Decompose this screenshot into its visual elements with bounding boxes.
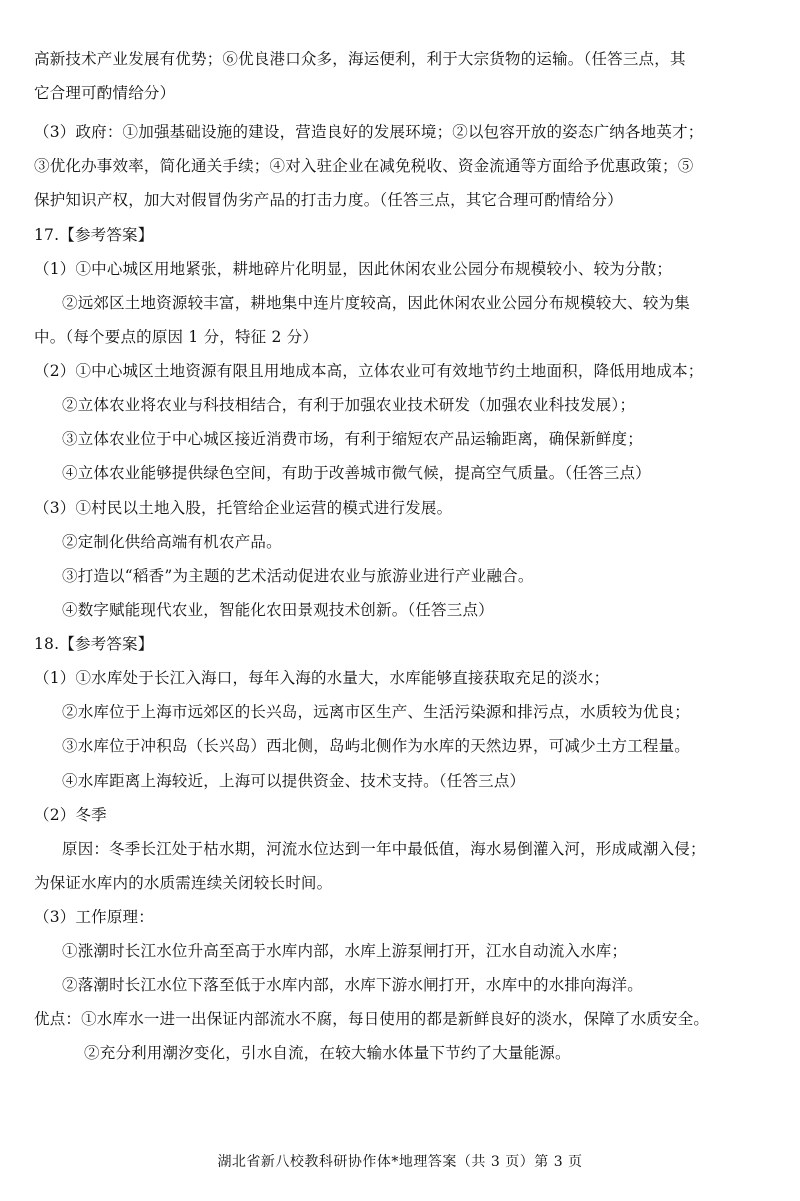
- text-line: 保护知识产权，加大对假冒伪劣产品的打击力度。（任答三点，其它合理可酌情给分）: [34, 191, 623, 209]
- section-heading-18: 18.【参考答案】: [34, 635, 154, 653]
- text-line: （3）工作原理：: [34, 908, 154, 926]
- text-line: ③水库位于冲积岛（长兴岛）西北侧，岛屿北侧作为水库的天然边界，可减少土方工程量。: [62, 737, 691, 755]
- text-line: ③打造以“稻香”为主题的艺术活动促进农业与旅游业进行产业融合。: [62, 567, 534, 585]
- text-line: ②远郊区土地资源较丰富，耕地集中连片度较高，因此休闲农业公园分布规模较大、较为集: [62, 294, 691, 312]
- text-line: ②充分利用潮汐变化，引水自流，在较大输水体量下节约了大量能源。: [84, 1044, 571, 1062]
- text-line: ④数字赋能现代农业，智能化农田景观技术创新。（任答三点）: [62, 601, 494, 619]
- text-line: （2）①中心城区土地资源有限且用地成本高，立体农业可有效地节约土地面积，降低用地成本；: [34, 362, 704, 380]
- text-line: ③立体农业位于中心城区接近消费市场，有利于缩短农产品运输距离，确保新鲜度；: [62, 430, 643, 448]
- text-line: （1）①水库处于长江入海口，每年入海的水量大，水库能够直接获取充足的淡水；: [34, 669, 610, 687]
- text-line: 为保证水库内的水质需连续关闭较长时间。: [34, 874, 333, 892]
- text-line: ④水库距离上海较近，上海可以提供资金、技术支持。（任答三点）: [62, 772, 526, 790]
- text-line: ④立体农业能够提供绿色空间，有助于改善城市微气候，提高空气质量。（任答三点）: [62, 464, 651, 482]
- text-line: 它合理可酌情给分）: [34, 84, 176, 102]
- text-line: （3）政府：①加强基础设施的建设，营造良好的发展环境；②以包容开放的姿态广纳各地英才；: [34, 123, 704, 141]
- text-line: 中。（每个要点的原因 1 分，特征 2 分）: [34, 328, 319, 346]
- text-line: ②水库位于上海市远郊区的长兴岛，远离市区生产、生活污染源和排污点，水质较为优良；: [62, 703, 691, 721]
- text-line: 优点：①水库水一进一出保证内部流水不腐，每日使用的都是新鲜良好的淡水，保障了水质安全。: [34, 1010, 710, 1028]
- text-line: ②立体农业将农业与科技相结合，有利于加强农业技术研发（加强农业科技发展）；: [62, 396, 636, 414]
- section-heading-17: 17.【参考答案】: [34, 226, 154, 244]
- page-footer: 湖北省新八校教科研协作体*地理答案（共 3 页）第 3 页: [217, 1154, 583, 1170]
- text-line: ②落潮时长江水位下落至低于水库内部，水库下游水闸打开，水库中的水排向海洋。: [62, 976, 643, 994]
- text-line: 高新技术产业发展有优势；⑥优良港口众多，海运便利，利于大宗货物的运输。（任答三点，其: [34, 50, 686, 68]
- text-line: ①涨潮时长江水位升高至高于水库内部，水库上游泵闸打开，江水自动流入水库；: [62, 942, 628, 960]
- text-line: （2）冬季: [34, 806, 107, 824]
- text-line: （3）①村民以土地入股，托管给企业运营的模式进行发展。: [34, 499, 453, 517]
- text-line: （1）①中心城区用地紧张，耕地碎片化明显，因此休闲农业公园分布规模较小、较为分散；: [34, 260, 673, 278]
- text-line: ③优化办事效率，简化通关手续；④对入驻企业在减免税收、资金流通等方面给予优惠政策；⑤: [34, 157, 694, 175]
- text-line: 原因：冬季长江处于枯水期，河流水位达到一年中最低值，海水易倒灌入河，形成咸潮入侵；: [62, 840, 706, 858]
- text-line: ②定制化供给高端有机农产品。: [62, 533, 282, 551]
